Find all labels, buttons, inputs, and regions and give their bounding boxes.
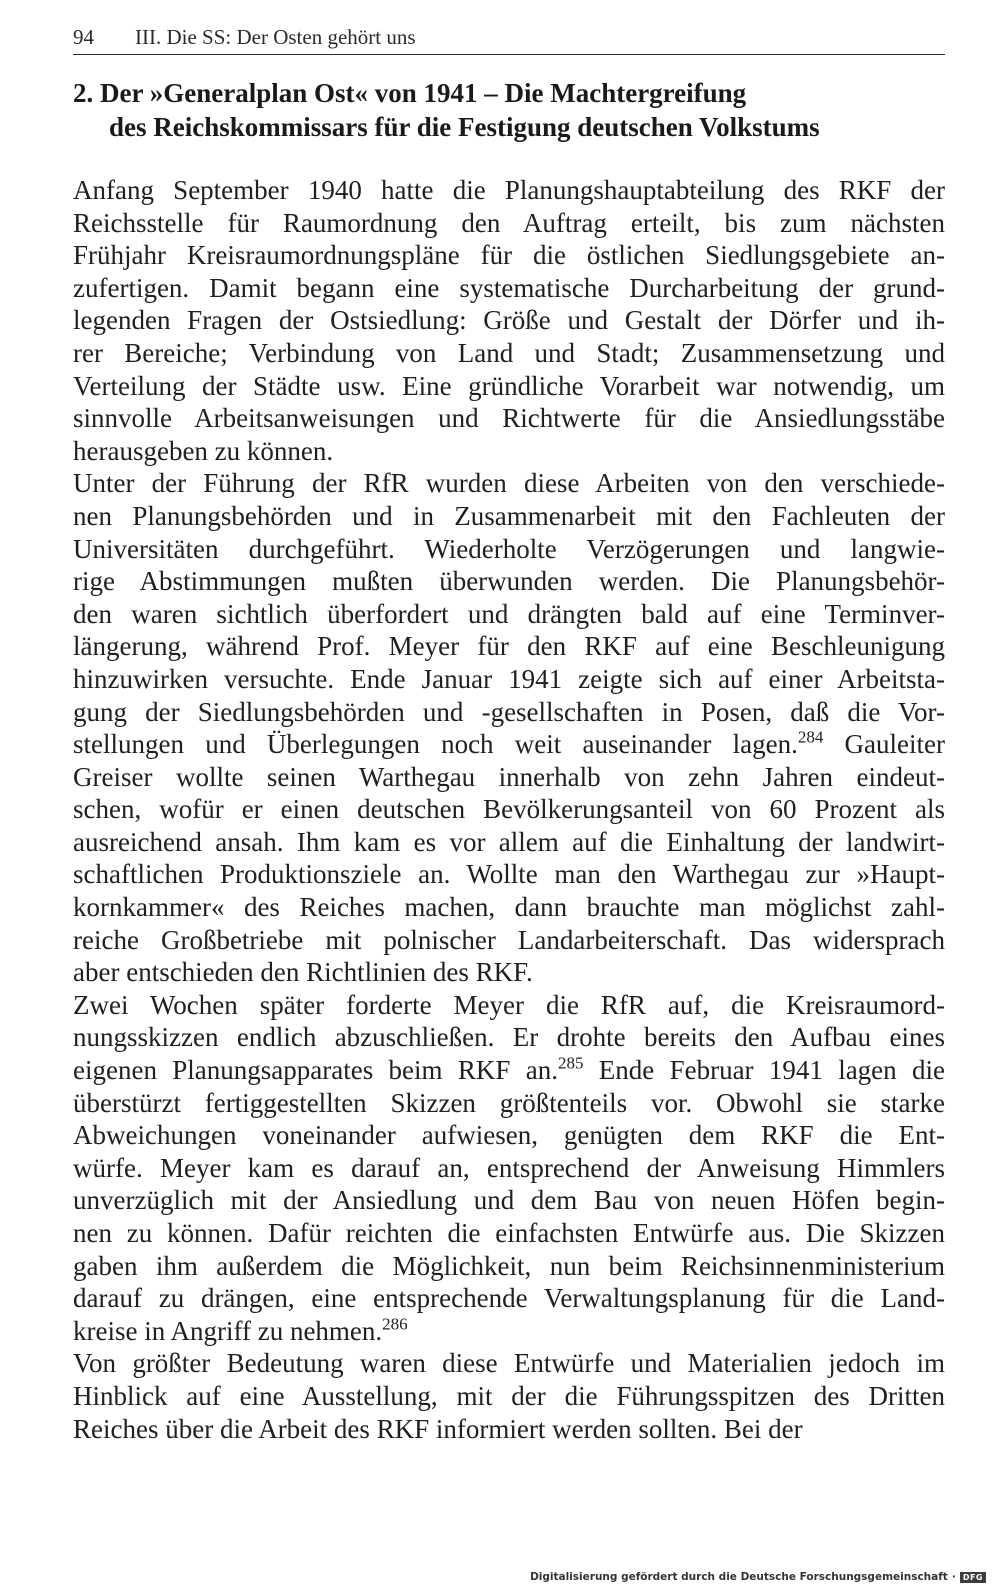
- text-line: zufertigen. Damit begann eine systematische Durcharbeitung der grund-: [73, 272, 945, 303]
- text-line: Greiser wollte seinen Warthegau innerhalb von zehn Jahren eindeut-: [73, 761, 945, 792]
- text-line: sinnvolle Arbeitsanweisungen und Richtwerte für die Ansiedlungsstäbe: [73, 403, 945, 434]
- text-line: Abweichungen voneinander aufwiesen, genügten dem RKF die Ent-: [73, 1120, 945, 1151]
- text-line: Frühjahr Kreisraumordnungspläne für die östlichen Siedlungsgebiete an-: [73, 240, 945, 271]
- text-line: gaben ihm außerdem die Möglichkeit, nun beim Reichsinnenministerium: [73, 1250, 945, 1281]
- running-title: III. Die SS: Der Osten gehört uns: [135, 25, 416, 49]
- section-heading-line-1: 2. Der »Generalplan Ost« von 1941 – Die Machtergreifung: [73, 78, 747, 108]
- page-number: 94: [73, 25, 94, 49]
- text-line: schen, wofür er einen deutschen Bevölkerungsanteil von 60 Prozent als: [73, 794, 945, 825]
- text-line: rer Bereiche; Verbindung von Land und Stadt; Zusammensetzung und: [73, 337, 945, 368]
- text-line: Hinblick auf eine Ausstellung, mit der die Führungsspitzen des Dritten: [73, 1380, 945, 1411]
- text-line: aber entschieden den Richtlinien des RKF.: [73, 957, 533, 988]
- text-line: darauf zu drängen, eine entsprechende Verwaltungsplanung für die Land-: [73, 1283, 945, 1314]
- paragraph: [73, 467, 945, 989]
- text-line: würfe. Meyer kam es darauf an, entsprechend der Anweisung Himmlers: [73, 1152, 945, 1183]
- text-line: nen Planungsbehörden und in Zusammenarbeit mit den Fachleuten der: [73, 500, 945, 531]
- text-line: Universitäten durchgeführt. Wiederholte Verzögerungen und langwie-: [73, 533, 945, 564]
- text-line: Zwei Wochen später forderte Meyer die RfR auf, die Kreisraumord-: [73, 989, 945, 1020]
- credit-text: Digitalisierung gefördert durch die Deutsche Forschungsgemeinschaft: [530, 1571, 948, 1583]
- text-line: den waren sichtlich überfordert und drängten bald auf eine Terminver-: [73, 598, 945, 629]
- text-line: Unter der Führung der RfR wurden diese Arbeiten von den verschiede-: [73, 468, 945, 499]
- footnote-marker[interactable]: 286: [382, 1314, 408, 1334]
- text-line: eigenen Planungsapparates beim RKF an.$^{285}$ Ende Februar 1941 lagen die: [73, 1053, 945, 1086]
- text-line: nungsskizzen endlich abzuschließen. Er drohte bereits den Aufbau eines: [73, 1022, 945, 1053]
- body-text: [73, 174, 945, 1445]
- text-line: längerung, während Prof. Meyer für den RKF auf eine Beschleunigung: [73, 631, 945, 662]
- text-line: legenden Fragen der Ostsiedlung: Größe und Gestalt der Dörfer und ih-: [73, 305, 945, 336]
- paragraph: [73, 174, 945, 467]
- text-line: gung der Siedlungsbehörden und -gesellschaften in Posen, daß die Vor-: [73, 696, 945, 727]
- text-line: hinzuwirken versuchte. Ende Januar 1941 zeigte sich auf einer Arbeitsta-: [73, 663, 945, 694]
- paragraph: [73, 1347, 945, 1445]
- paragraph: [73, 989, 945, 1348]
- text-line: Verteilung der Städte usw. Eine gründliche Vorarbeit war notwendig, um: [73, 370, 945, 401]
- text-line: reiche Großbetriebe mit polnischer Landarbeiterschaft. Das widersprach: [73, 924, 945, 955]
- text-line: überstürzt fertiggestellten Skizzen größtenteils vor. Obwohl sie starke: [73, 1087, 945, 1118]
- running-header: [73, 22, 945, 55]
- text-line: kornkammer« des Reiches machen, dann brauchte man möglichst zahl-: [73, 892, 945, 923]
- text-line: Von größter Bedeutung waren diese Entwürfe und Materialien jedoch im: [73, 1348, 945, 1379]
- text-line: herausgeben zu können.: [73, 435, 334, 466]
- text-line: nen zu können. Dafür reichten die einfachsten Entwürfe aus. Die Skizzen: [73, 1218, 945, 1248]
- footnote-marker[interactable]: 285: [557, 1053, 584, 1073]
- text-line: Reiches über die Arbeit des RKF informiert werden sollten. Bei der: [73, 1413, 803, 1444]
- section-heading: [73, 76, 953, 144]
- text-line: rige Abstimmungen mußten überwunden werden. Die Planungsbehör-: [73, 566, 945, 597]
- text-line: ausreichend ansah. Ihm kam es vor allem auf die Einhaltung der landwirt-: [73, 826, 945, 857]
- footnote-marker[interactable]: 284: [797, 727, 824, 747]
- digitization-credit: Digitalisierung gefördert durch die Deutsche Forschungsgemeinschaft · DFG: [530, 1571, 986, 1583]
- text-line: schaftlichen Produktionsziele an. Wollte man den Warthegau zur »Haupt-: [73, 859, 945, 890]
- section-heading-line-2: des Reichskommissars für die Festigung deutschen Volkstums: [109, 112, 820, 142]
- dfg-logo: DFG: [960, 1572, 986, 1583]
- text-line: Reichsstelle für Raumordnung den Auftrag erteilt, bis zum nächsten: [73, 207, 945, 238]
- text-line: kreise in Angriff zu nehmen.$^{286}$: [73, 1314, 408, 1346]
- text-line: unverzüglich mit der Ansiedlung und dem Bau von neuen Höfen begin-: [73, 1185, 945, 1216]
- text-line: stellungen und Überlegungen noch weit auseinander lagen.$^{284}$ Gauleiter: [73, 727, 946, 760]
- text-line: Anfang September 1940 hatte die Planungshauptabteilung des RKF der: [73, 175, 945, 205]
